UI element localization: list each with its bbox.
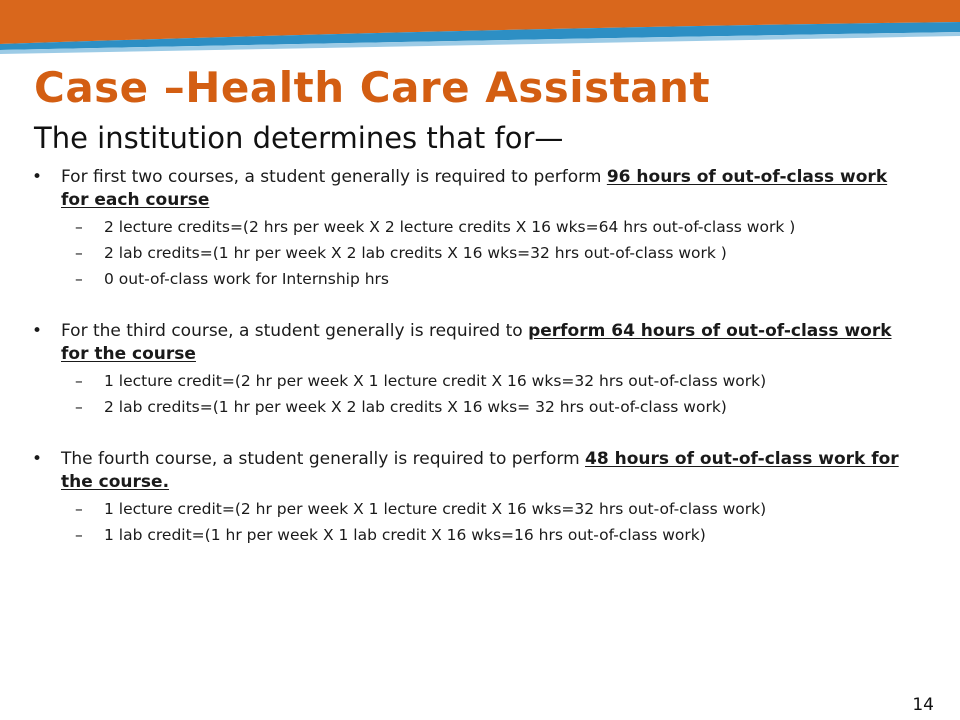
sub-bullet-text: 2 lecture credits=(2 hrs per week X 2 lecture credits X 16 wks=64 hrs out-of-class work ) [104, 218, 796, 236]
page-number: 14 [912, 695, 934, 715]
sub-bullet-text: 2 lab credits=(1 hr per week X 2 lab credits X 16 wks=32 hrs out-of-class work ) [104, 244, 727, 262]
bullet-item [0, 166, 960, 290]
bullet-lead: For first two courses, a student generally is required to perform [61, 167, 607, 187]
bullet-lead: For the third course, a student generally is required to [61, 321, 529, 341]
sub-bullet [0, 525, 960, 546]
dash-icon: – [75, 398, 83, 416]
bullet-lead: The fourth course, a student generally is required to perform [61, 449, 586, 469]
bullet-emphasis: 96 hours of out-of-class work for each course [61, 167, 888, 210]
slide-subtitle: The institution determines that for— [34, 121, 564, 155]
bullet-emphasis: 48 hours of out-of-class work for the course. [61, 449, 899, 492]
sub-bullet [0, 499, 960, 520]
sub-bullet-text: 1 lab credit=(1 hr per week X 1 lab credit X 16 wks=16 hrs out-of-class work) [104, 526, 706, 544]
sub-bullet [0, 217, 960, 238]
sub-bullet [0, 269, 960, 290]
sub-bullet-text: 2 lab credits=(1 hr per week X 2 lab credits X 16 wks= 32 hrs out-of-class work) [104, 398, 727, 416]
sub-bullet-text: 1 lecture credit=(2 hr per week X 1 lecture credit X 16 wks=32 hrs out-of-class work) [104, 372, 767, 390]
bullet-emphasis: perform 64 hours of out-of-class work for the course [61, 321, 892, 364]
bullet-text [0, 448, 960, 494]
sub-bullet-text: 1 lecture credit=(2 hr per week X 1 lecture credit X 16 wks=32 hrs out-of-class work) [104, 500, 767, 518]
bullet-text [0, 166, 960, 212]
dash-icon: – [75, 270, 83, 288]
slide-title: Case –Health Care Assistant [34, 63, 711, 112]
bullet-item [0, 448, 960, 546]
bullet-dot-icon: • [32, 449, 43, 469]
dash-icon: – [75, 218, 83, 236]
sub-bullet-text: 0 out-of-class work for Internship hrs [104, 270, 389, 288]
dash-icon: – [75, 526, 83, 544]
dash-icon: – [75, 500, 83, 518]
dash-icon: – [75, 372, 83, 390]
bullet-list [0, 166, 960, 546]
bullet-item [0, 320, 960, 418]
header-banner [0, 0, 960, 60]
dash-icon: – [75, 244, 83, 262]
bullet-text [0, 320, 960, 366]
sub-bullet [0, 397, 960, 418]
sub-bullet [0, 243, 960, 264]
bullet-dot-icon: • [32, 321, 43, 341]
bullet-dot-icon: • [32, 167, 43, 187]
sub-bullet [0, 371, 960, 392]
